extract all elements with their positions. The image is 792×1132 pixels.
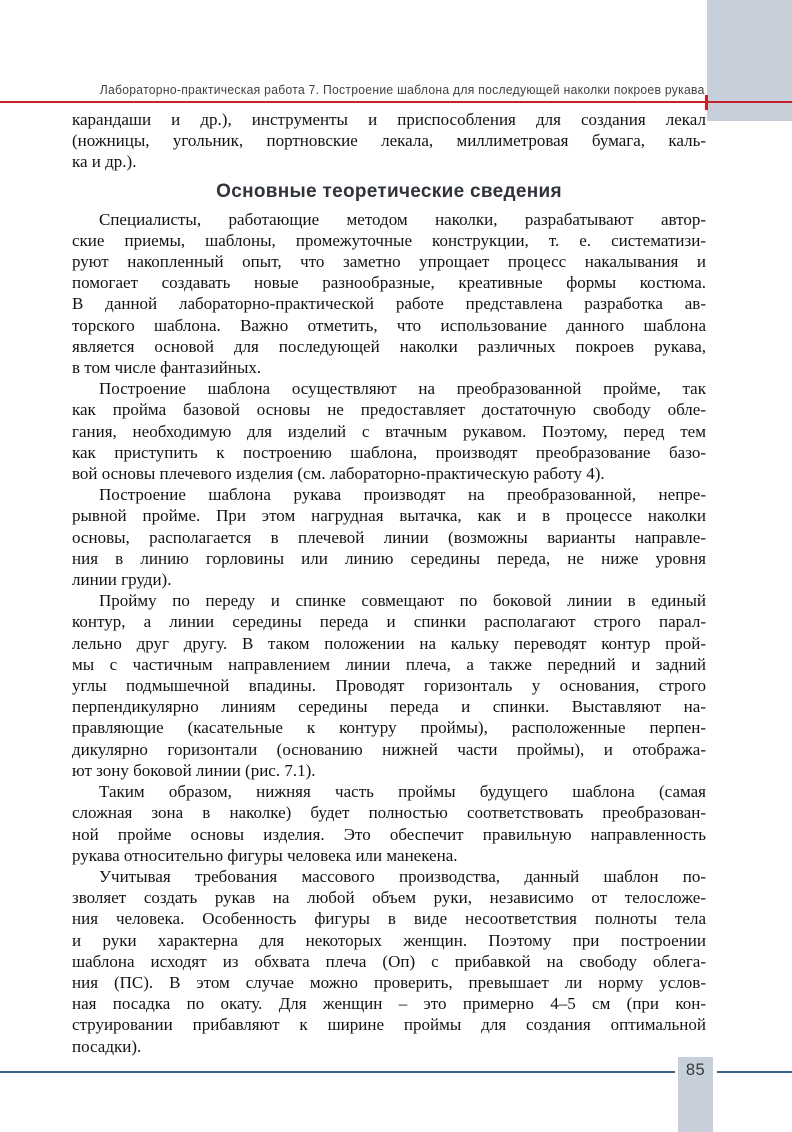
text-line: и руки характерна для некоторых женщин. Поэтому при построении — [72, 930, 706, 950]
text-line: шаблона исходят из обхвата плеча (Оп) с прибавкой на свободу облега- — [72, 951, 706, 971]
text-line: ния в линию горловины или линию середины переда, не ниже уровня — [72, 548, 706, 568]
text-line: лельно друг другу. В таком положении на кальку переводят контур прой- — [72, 633, 706, 653]
text-line: зволяет создать рукав на любой объем руки, независимо от телосложе- — [72, 888, 706, 908]
text-line: ские приемы, шаблоны, промежуточные конструкции, т. е. систематизи- — [72, 230, 706, 250]
text-line: карандаши и др.), инструменты и приспособления для создания лекал — [72, 110, 706, 129]
text-line: помогает создавать новые разнообразные, креативные формы костюма. — [72, 273, 706, 293]
text-line: рывной пройме. При этом нагрудная вытачка, как и в процессе наколки — [72, 506, 706, 526]
page-number: 85 — [685, 1061, 706, 1079]
text-line: углы подмышечной впадины. Проводят горизонталь у основания, строго — [72, 676, 706, 696]
text-line: руют накопленный опыт, что заметно упрощает процесс накалывания и — [72, 252, 706, 272]
text-line: гания, необходимую для изделий с втачным рукавом. Поэтому, перед тем — [72, 421, 706, 441]
paragraph — [72, 781, 706, 866]
text-line: линии груди). — [72, 570, 172, 590]
text-line: струировании прибавляют к ширине проймы для создания оптимальной — [72, 1015, 706, 1035]
text-line: торского шаблона. Важно отметить, что использование данного шаблона — [72, 315, 706, 335]
text-line: ют зону боковой линии (рис. 7.1). — [72, 760, 316, 780]
paragraph — [72, 590, 706, 781]
paragraph — [72, 484, 706, 590]
text-line: ная посадка по окату. Для женщин – это примерно 4–5 см (при кон- — [72, 994, 706, 1014]
paragraph — [72, 866, 706, 1057]
text-line: Пройму по переду и спинке совмещают по боковой линии в единый — [99, 591, 706, 611]
text-line: рукава относительно фигуры человека или манекена. — [72, 845, 458, 865]
footer-rule-left — [0, 1071, 675, 1073]
text-line: основы, располагается в плечевой линии (возможны варианты направле- — [72, 527, 706, 547]
section-heading: Основные теоретические сведения — [216, 180, 562, 202]
text-line: в том числе фантазийных. — [72, 358, 262, 378]
text-line: как пройма базовой основы не предоставляет достаточную свободу обле- — [72, 400, 706, 420]
text-line: ния человека. Особенность фигуры в виде несоответствия полноты тела — [72, 909, 706, 929]
footer-rule-right — [717, 1071, 792, 1073]
text-line: ной пройме основы изделия. Это обеспечит правильную направленность — [72, 824, 706, 844]
text-line: Построение шаблона осуществляют на преобразованной пройме, так — [99, 379, 706, 399]
text-line: правляющие (касательные к контуру проймы), расположенные перпен- — [72, 718, 706, 738]
text-line: Учитывая требования массового производства, данный шаблон по- — [99, 866, 706, 886]
article-body — [72, 109, 706, 1057]
page-number-box — [678, 1057, 713, 1132]
header-rule — [0, 101, 792, 103]
text-line: вой основы плечевого изделия (см. лабораторно-практическую работу 4). — [72, 464, 605, 484]
text-line: В данной лабораторно-практической работе представлена разработка ав- — [72, 294, 706, 314]
header-rule-tick — [705, 95, 708, 110]
text-line: посадки). — [72, 1036, 142, 1056]
text-line: сложная зона в наколке) будет полностью соответствовать преобразован- — [72, 803, 706, 823]
text-line: Таким образом, нижняя часть проймы будущего шаблона (самая — [99, 782, 706, 802]
text-line: ния (ПС). В этом случае можно проверить, превышает ли норму услов- — [72, 972, 706, 992]
running-head: Лабораторно-практическая работа 7. Построение шаблона для последующей наколки покроев рукава — [100, 83, 705, 97]
text-line: (ножницы, угольник, портновские лекала, миллиметровая бумага, каль- — [72, 131, 706, 151]
paragraph — [72, 378, 706, 484]
text-line: Построение шаблона рукава производят на преобразованной, непре- — [99, 485, 706, 505]
text-line: дикулярно горизонтали (основанию нижней части проймы), и отобража- — [72, 739, 706, 759]
paragraph — [72, 209, 706, 379]
text-line: является основой для последующей наколки различных покроев рукава, — [72, 336, 706, 356]
text-line: перпендикулярно линиям середины переда и спинки. Выставляют на- — [72, 697, 706, 717]
text-line: Специалисты, работающие методом наколки, разрабатывают автор- — [99, 209, 706, 229]
text-line: мы с частичным направлением линии плеча, а также передний и задний — [72, 654, 706, 674]
paragraph — [72, 109, 706, 173]
text-line: ка и др.). — [72, 152, 137, 172]
text-line: как приступить к построению шаблона, производят преобразование базо- — [72, 442, 706, 462]
text-line: контур, а линии середины переда и спинки располагают строго парал- — [72, 612, 706, 632]
